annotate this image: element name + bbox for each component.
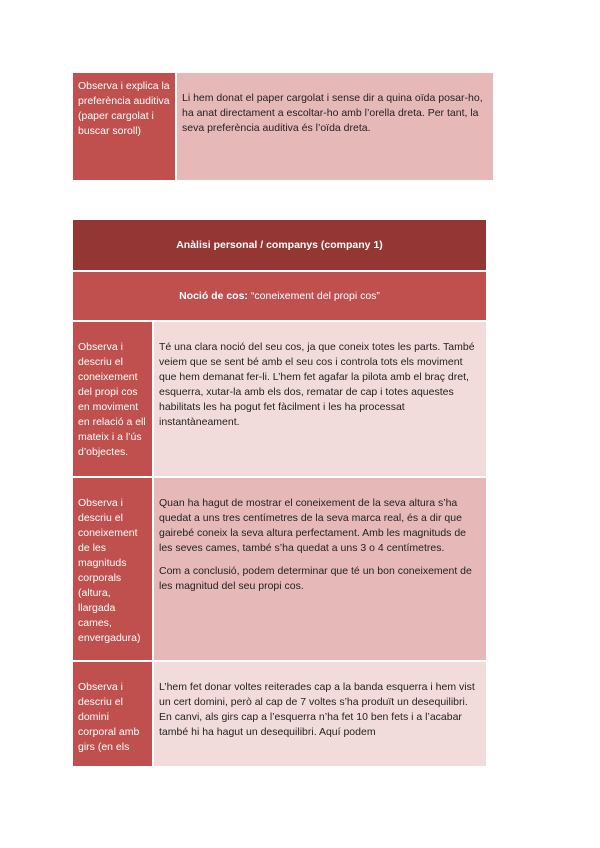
preference-table — [73, 73, 493, 180]
row-label: Observa i descriu el domini corporal amb girs (en els — [73, 662, 154, 766]
row-paragraph: Com a conclusió, podem determinar que té un bon coneixement de les magnitud del seu propi cos. — [159, 565, 472, 592]
row-text — [154, 478, 486, 660]
analysis-table — [73, 220, 486, 766]
table-row — [73, 478, 486, 662]
row-label: Observa i explica la preferència auditiva (paper cargolat i buscar soroll) — [73, 73, 177, 180]
table-subheader — [73, 272, 486, 322]
row-label: Observa i descriu el coneixement de les magnituds corporals (altura, llargada cames, envergadura) — [73, 478, 154, 660]
row-paragraph: Té una clara noció del seu cos, ja que coneix totes les parts. També veiem que se sent bé amb el seu cos i controla tots els moviment que hem demanat fer-li. L’hem fet agafar la pilota amb el braç dret, esquerra, xutar-la amb els dos, rematar de cap i totes aquestes habilitats les ha pogut fet fàcilment i les ha processat instantàneament. — [159, 341, 475, 428]
row-label: Observa i descriu el coneixement del propi cos en moviment en relació a ell mateix i a l’ús d’objectes. — [73, 322, 154, 476]
table-header — [73, 220, 486, 272]
table-row — [73, 322, 486, 478]
row-text: Li hem donat el paper cargolat i sense dir a quina oïda posar-ho, ha anat directament a escoltar-ho amb l’orella dreta. Per tant, la seva preferència auditiva és l’oïda dreta. — [177, 73, 493, 180]
subheader-bold: Noció de cos: — [179, 290, 248, 302]
table-row — [73, 662, 486, 766]
row-text — [154, 322, 486, 476]
subheader-text: “coneixement del propi cos” — [250, 290, 380, 302]
row-paragraph: Quan ha hagut de mostrar el coneixement de la seva altura s’ha quedat a uns tres centímetres de la seva marca real, és a dir que gairebé coneix la seva altura perfectament. Amb les magnituds de les seves cames, també s’ha quedat a uns 3 o 4 centímetres. — [159, 497, 467, 554]
header-text: Anàlisi personal / companys (company 1) — [176, 239, 383, 251]
row-text — [154, 662, 486, 766]
row-paragraph: L’hem fet donar voltes reiterades cap a la banda esquerra i hem vist un cert domini, però al cap de 7 voltes s’ha produït un desequilibri. En canvi, als girs cap a l’esquerra n’ha fet 10 ben fets i a l’acabar també hi ha hagut un desequilibri. Aquí podem — [159, 681, 475, 738]
